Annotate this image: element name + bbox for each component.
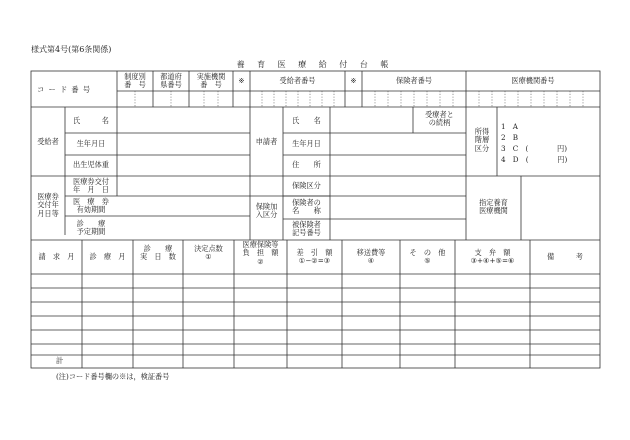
decided-points-header: 決定点数 ① bbox=[194, 244, 223, 262]
applicant-name-label: 氏 名 bbox=[292, 116, 321, 125]
verification-mark-1: ※ bbox=[238, 76, 245, 85]
treatment-days-header: 診 療 実 日 数 bbox=[140, 244, 176, 262]
applicant-section-label: 申請者 bbox=[255, 137, 278, 146]
payment-amount-header: 支 弁 額 ③+④+⑤=⑥ bbox=[470, 248, 515, 266]
insured-number-label: 被保険者 記号番号 bbox=[292, 220, 321, 238]
recipient-name-label: 氏 名 bbox=[73, 116, 109, 125]
prefecture-number-label: 都道府 県番号 bbox=[160, 72, 182, 90]
income-class-option-a: 1 A bbox=[501, 122, 518, 131]
medical-institution-number-label: 医療機関番号 bbox=[511, 76, 555, 85]
total-label: 計 bbox=[56, 356, 64, 365]
other-cost-header: そ の 他 ⑤ bbox=[409, 248, 446, 266]
form-number-label: 様式第4号(第6条関係) bbox=[31, 45, 112, 54]
birth-weight-label: 出生児体重 bbox=[73, 160, 109, 169]
voucher-validity-label: 医 療 券 有効期間 bbox=[73, 197, 109, 215]
income-class-label: 所得 階層 区分 bbox=[474, 127, 490, 153]
income-class-option-b: 2 B bbox=[501, 133, 519, 142]
insurer-name-label: 保険者の 名 称 bbox=[292, 198, 321, 216]
recipient-birthdate-label: 生年月日 bbox=[76, 139, 106, 148]
form-title: 養 育 医 療 給 付 台 帳 bbox=[236, 60, 394, 69]
system-number-label: 制度別 番 号 bbox=[124, 72, 146, 90]
relation-label: 受療者と の続柄 bbox=[425, 110, 454, 128]
insurance-class-label: 保険区分 bbox=[292, 181, 321, 190]
remarks-header: 備 考 bbox=[547, 252, 583, 261]
transport-cost-header: 移送費等 ④ bbox=[356, 248, 386, 266]
billing-month-header: 請 求 月 bbox=[38, 252, 75, 261]
applicant-birthdate-label: 生年月日 bbox=[292, 139, 321, 148]
income-class-option-c: 3 C ( 円) bbox=[501, 144, 567, 153]
insurance-burden-header: 医療保険等 負 担 額 ② bbox=[242, 240, 279, 266]
footnote: (注)コード番号欄の※は，検証番号 bbox=[56, 372, 170, 381]
recipient-section-label: 受給者 bbox=[37, 137, 59, 146]
insurance-section-label: 保険加 入区分 bbox=[255, 202, 278, 220]
planned-period-label: 診 療 予定期間 bbox=[76, 219, 106, 237]
applicant-address-label: 住 所 bbox=[292, 160, 321, 169]
code-number-label: コ ー ド 番 号 bbox=[37, 85, 92, 94]
voucher-issue-date-label: 医療券交付 年 月 日 bbox=[73, 177, 109, 195]
income-class-option-d: 4 D ( 円) bbox=[501, 155, 568, 164]
difference-amount-header: 差 引 額 ①−②=③ bbox=[296, 248, 333, 266]
treatment-month-header: 診 療 月 bbox=[89, 252, 126, 261]
recipient-number-label: 受給者番号 bbox=[279, 76, 316, 85]
verification-mark-2: ※ bbox=[350, 76, 357, 85]
designated-institution-label: 指定養育 医療機関 bbox=[479, 198, 508, 216]
implementing-org-number-label: 実施機関 番 号 bbox=[196, 72, 226, 90]
insurer-number-label: 保険者番号 bbox=[396, 76, 432, 85]
voucher-section-label: 医療券 交付年 月日等 bbox=[37, 192, 59, 218]
